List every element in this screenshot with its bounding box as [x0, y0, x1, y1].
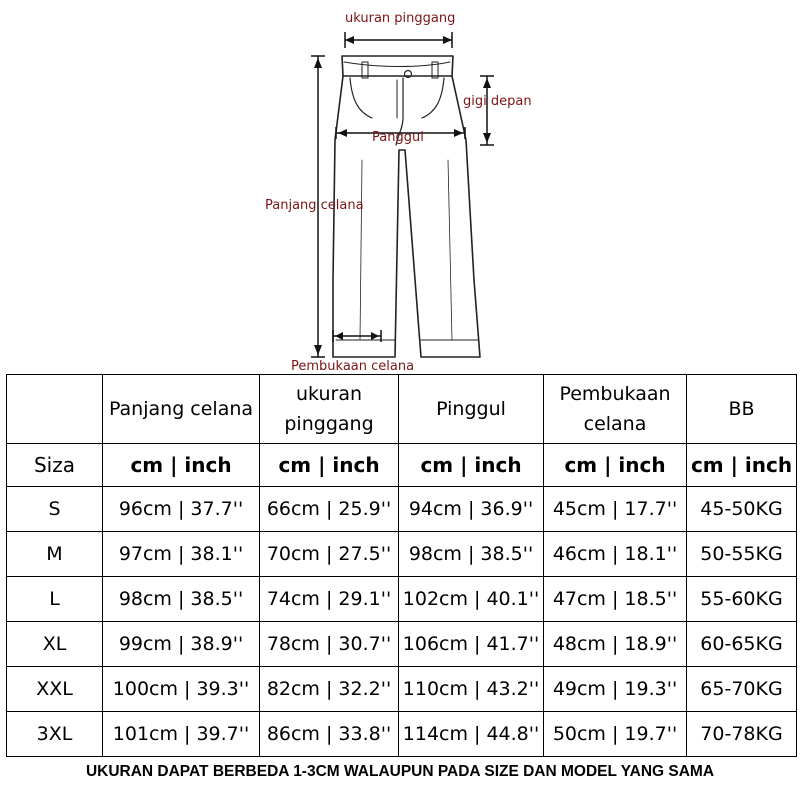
length-cell: 96cm | 37.7'' — [103, 487, 260, 532]
leg-opening-cell: 48cm | 18.9'' — [544, 622, 687, 667]
size-cell: L — [7, 577, 103, 622]
header-cell-waist: ukuran pinggang — [260, 375, 399, 444]
leg-opening-label: Pembukaan celana — [291, 359, 415, 374]
size-column-label: Siza — [7, 444, 103, 487]
weight-cell: 45-50KG — [687, 487, 797, 532]
hip-cell: 102cm | 40.1'' — [399, 577, 544, 622]
leg-opening-cell: 45cm | 17.7'' — [544, 487, 687, 532]
weight-cell: 50-55KG — [687, 532, 797, 577]
header-row — [7, 375, 797, 444]
header-cell-leg-opening: Pembukaan celana — [544, 375, 687, 444]
size-cell: S — [7, 487, 103, 532]
waist-cell: 82cm | 32.2'' — [260, 667, 399, 712]
unit-cell: cm | inch — [260, 444, 399, 487]
table-row-l — [7, 577, 797, 622]
size-cell: M — [7, 532, 103, 577]
leg-opening-cell: 49cm | 19.3'' — [544, 667, 687, 712]
table-row-xl — [7, 622, 797, 667]
length-cell: 100cm | 39.3'' — [103, 667, 260, 712]
length-label: Panjang celana — [265, 198, 364, 213]
leg-opening-cell: 46cm | 18.1'' — [544, 532, 687, 577]
weight-cell: 55-60KG — [687, 577, 797, 622]
header-cell-hip: Pinggul — [399, 375, 544, 444]
header-cell-weight: BB — [687, 375, 797, 444]
length-cell: 97cm | 38.1'' — [103, 532, 260, 577]
waist-cell: 86cm | 33.8'' — [260, 712, 399, 757]
hip-cell: 106cm | 41.7'' — [399, 622, 544, 667]
waist-cell: 78cm | 30.7'' — [260, 622, 399, 667]
table-row-3xl — [7, 712, 797, 757]
size-cell: 3XL — [7, 712, 103, 757]
length-cell: 101cm | 39.7'' — [103, 712, 260, 757]
size-disclaimer-note: UKURAN DAPAT BERBEDA 1-3CM WALAUPUN PADA SIZE DAN MODEL YANG SAMA — [85, 763, 715, 780]
hip-cell: 110cm | 43.2'' — [399, 667, 544, 712]
hip-cell: 98cm | 38.5'' — [399, 532, 544, 577]
table-row-s — [7, 487, 797, 532]
hip-cell: 94cm | 36.9'' — [399, 487, 544, 532]
size-cell: XL — [7, 622, 103, 667]
length-cell: 98cm | 38.5'' — [103, 577, 260, 622]
header-cell-length: Panjang celana — [103, 375, 260, 444]
weight-cell: 70-78KG — [687, 712, 797, 757]
size-cell: XXL — [7, 667, 103, 712]
unit-cell: cm | inch — [399, 444, 544, 487]
waist-cell: 70cm | 27.5'' — [260, 532, 399, 577]
leg-opening-cell: 50cm | 19.7'' — [544, 712, 687, 757]
leg-opening-cell: 47cm | 18.5'' — [544, 577, 687, 622]
pants-measurement-diagram — [0, 0, 800, 375]
unit-cell: cm | inch — [544, 444, 687, 487]
unit-cell: cm | inch — [687, 444, 797, 487]
hip-cell: 114cm | 44.8'' — [399, 712, 544, 757]
waist-cell: 74cm | 29.1'' — [260, 577, 399, 622]
waist-cell: 66cm | 25.9'' — [260, 487, 399, 532]
size-chart-table — [6, 374, 797, 757]
waist-label: ukuran pinggang — [345, 11, 456, 26]
table-row-m — [7, 532, 797, 577]
table-row-xxl — [7, 667, 797, 712]
header-cell-empty — [7, 375, 103, 444]
length-cell: 99cm | 38.9'' — [103, 622, 260, 667]
weight-cell: 65-70KG — [687, 667, 797, 712]
unit-cell: cm | inch — [103, 444, 260, 487]
hip-label: Panggul — [372, 130, 424, 145]
front-rise-label: gigi depan — [463, 94, 532, 109]
pants-illustration — [0, 0, 800, 375]
unit-row — [7, 444, 797, 487]
weight-cell: 60-65KG — [687, 622, 797, 667]
